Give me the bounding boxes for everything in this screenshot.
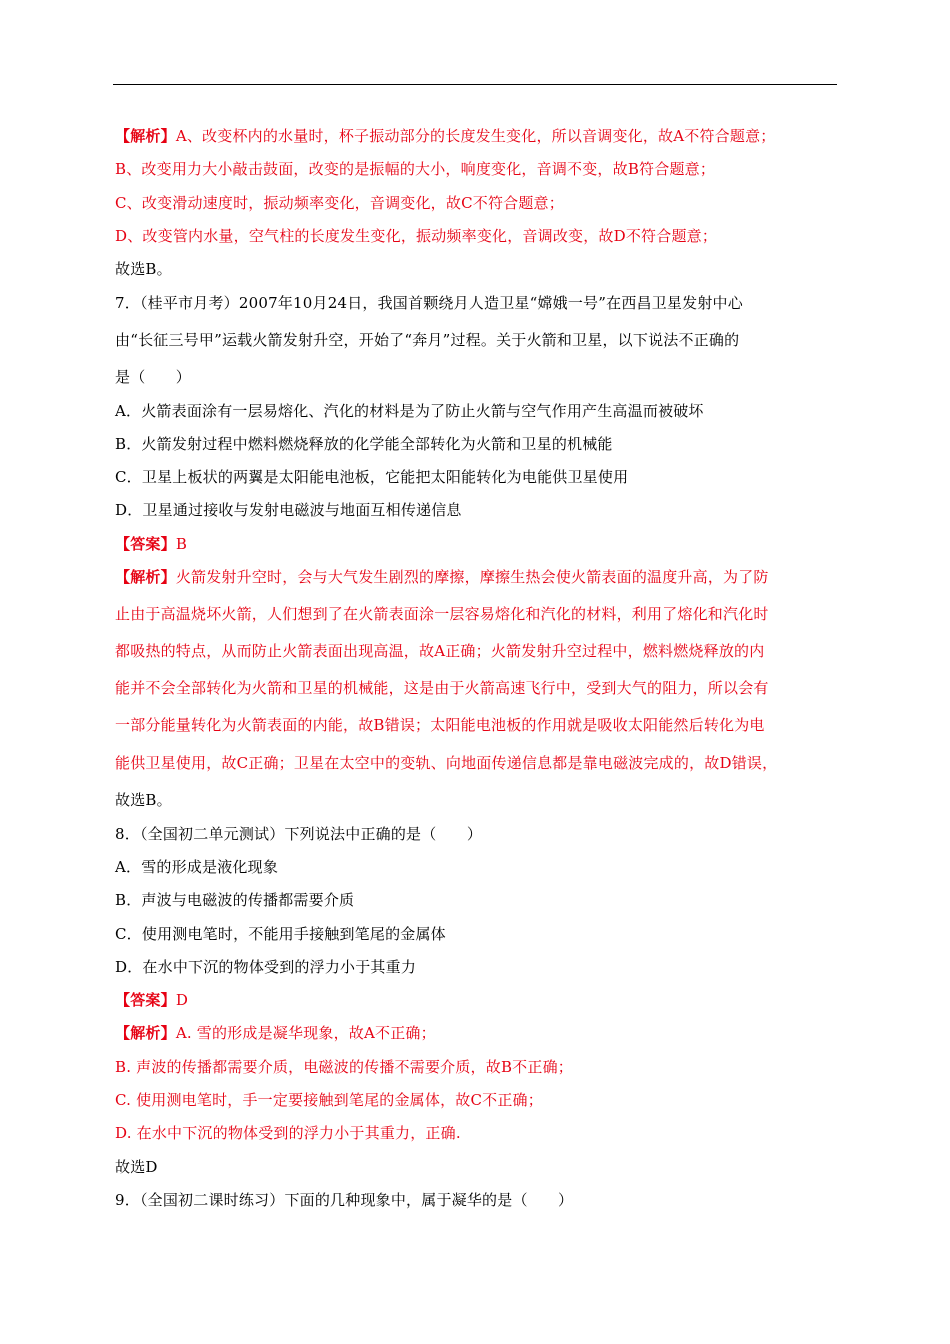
q6-analysis-line-2: B、改变用力大小敲击鼓面，改变的是振幅的大小，响度变化，音调不变，故B符合题意；	[115, 160, 716, 178]
q8-analysis-line-4: D. 在水中下沉的物体受到的浮力小于其重力，正确.	[115, 1124, 461, 1142]
analysis-tag: 【解析】	[115, 568, 176, 586]
q7-analysis-line-5: 一部分能量转化为火箭表面的内能，故B错误；太阳能电池板的作用就是吸收太阳能然后转化为电	[115, 716, 765, 734]
q7-stem-line-2: 由“长征三号甲”运载火箭发射升空，开始了“奔月”过程。关于火箭和卫星，以下说法不正确的	[115, 331, 740, 349]
q7-analysis-line-4: 能并不会全部转化为火箭和卫星的机械能，这是由于火箭高速飞行中，受到大气的阻力，所以会有	[115, 679, 769, 697]
q7-conclusion: 故选B。	[115, 791, 172, 809]
q8-option-b: B．声波与电磁波的传播都需要介质	[115, 891, 355, 909]
q8-option-d: D．在水中下沉的物体受到的浮力小于其重力	[115, 958, 417, 976]
q7-analysis-line-2: 止由于高温烧坏火箭，人们想到了在火箭表面涂一层容易熔化和汽化的材料，利用了熔化和汽化时	[115, 605, 769, 623]
q8-option-c: C．使用测电笔时，不能用手接触到笔尾的金属体	[115, 925, 446, 943]
q7-answer	[115, 534, 850, 554]
q9-stem: 9．（全国初二课时练习）下面的几种现象中，属于凝华的是（ ）	[115, 1191, 574, 1209]
q8-stem: 8．（全国初二单元测试）下列说法中正确的是（ ）	[115, 825, 483, 843]
q7-analysis-line-6: 能供卫星使用，故C正确；卫星在太空中的变轨、向地面传递信息都是靠电磁波完成的，故D错误，	[115, 754, 778, 772]
answer-value: B	[175, 535, 188, 553]
analysis-text: A. 雪的形成是凝华现象，故A不正确；	[175, 1024, 436, 1042]
answer-tag: 【答案】	[115, 991, 176, 1009]
q6-analysis-line-4: D、改变管内水量，空气柱的长度发生变化，振动频率变化，音调改变，故D不符合题意；	[115, 227, 718, 245]
header-rule	[113, 84, 837, 85]
q8-answer	[115, 990, 850, 1010]
analysis-tag: 【解析】	[115, 127, 176, 145]
q8-option-a: A．雪的形成是液化现象	[115, 858, 279, 876]
answer-value: D	[175, 991, 189, 1009]
q8-conclusion: 故选D	[115, 1158, 158, 1176]
answer-tag: 【答案】	[115, 535, 176, 553]
q7-analysis-line-3: 都吸热的特点，从而防止火箭表面出现高温，故A正确；火箭发射升空过程中，燃料燃烧释放的内	[115, 642, 765, 660]
q8-analysis-line-2: B. 声波的传播都需要介质，电磁波的传播不需要介质，故B不正确；	[115, 1058, 573, 1076]
q8-analysis-line-1	[115, 1023, 850, 1043]
analysis-text: A、改变杯内的水量时，杯子振动部分的长度发生变化，所以音调变化，故A不符合题意；	[175, 127, 776, 145]
q7-option-b: B．火箭发射过程中燃料燃烧释放的化学能全部转化为火箭和卫星的机械能	[115, 435, 613, 453]
q7-option-d: D．卫星通过接收与发射电磁波与地面互相传递信息	[115, 501, 462, 519]
q6-analysis-line-3: C、改变滑动速度时，振动频率变化，音调变化，故C不符合题意；	[115, 194, 564, 212]
q6-conclusion: 故选B。	[115, 260, 172, 278]
q8-analysis-line-3: C. 使用测电笔时，手一定要接触到笔尾的金属体，故C不正确；	[115, 1091, 543, 1109]
q6-analysis-line-1	[115, 126, 850, 146]
q7-stem-line-3: 是（ ）	[115, 368, 192, 386]
q7-stem-line-1: 7．（桂平市月考）2007年10月24日，我国首颗绕月人造卫星“嫦娥一号”在西昌卫星发射中心	[115, 294, 743, 312]
q7-option-c: C．卫星上板状的两翼是太阳能电池板，它能把太阳能转化为电能供卫星使用	[115, 468, 629, 486]
analysis-text: 火箭发射升空时，会与大气发生剧烈的摩擦，摩擦生热会使火箭表面的温度升高，为了防	[175, 568, 769, 586]
q7-analysis-line-1	[115, 567, 850, 587]
q7-option-a: A．火箭表面涂有一层易熔化、汽化的材料是为了防止火箭与空气作用产生高温而被破坏	[115, 402, 704, 420]
analysis-tag: 【解析】	[115, 1024, 176, 1042]
